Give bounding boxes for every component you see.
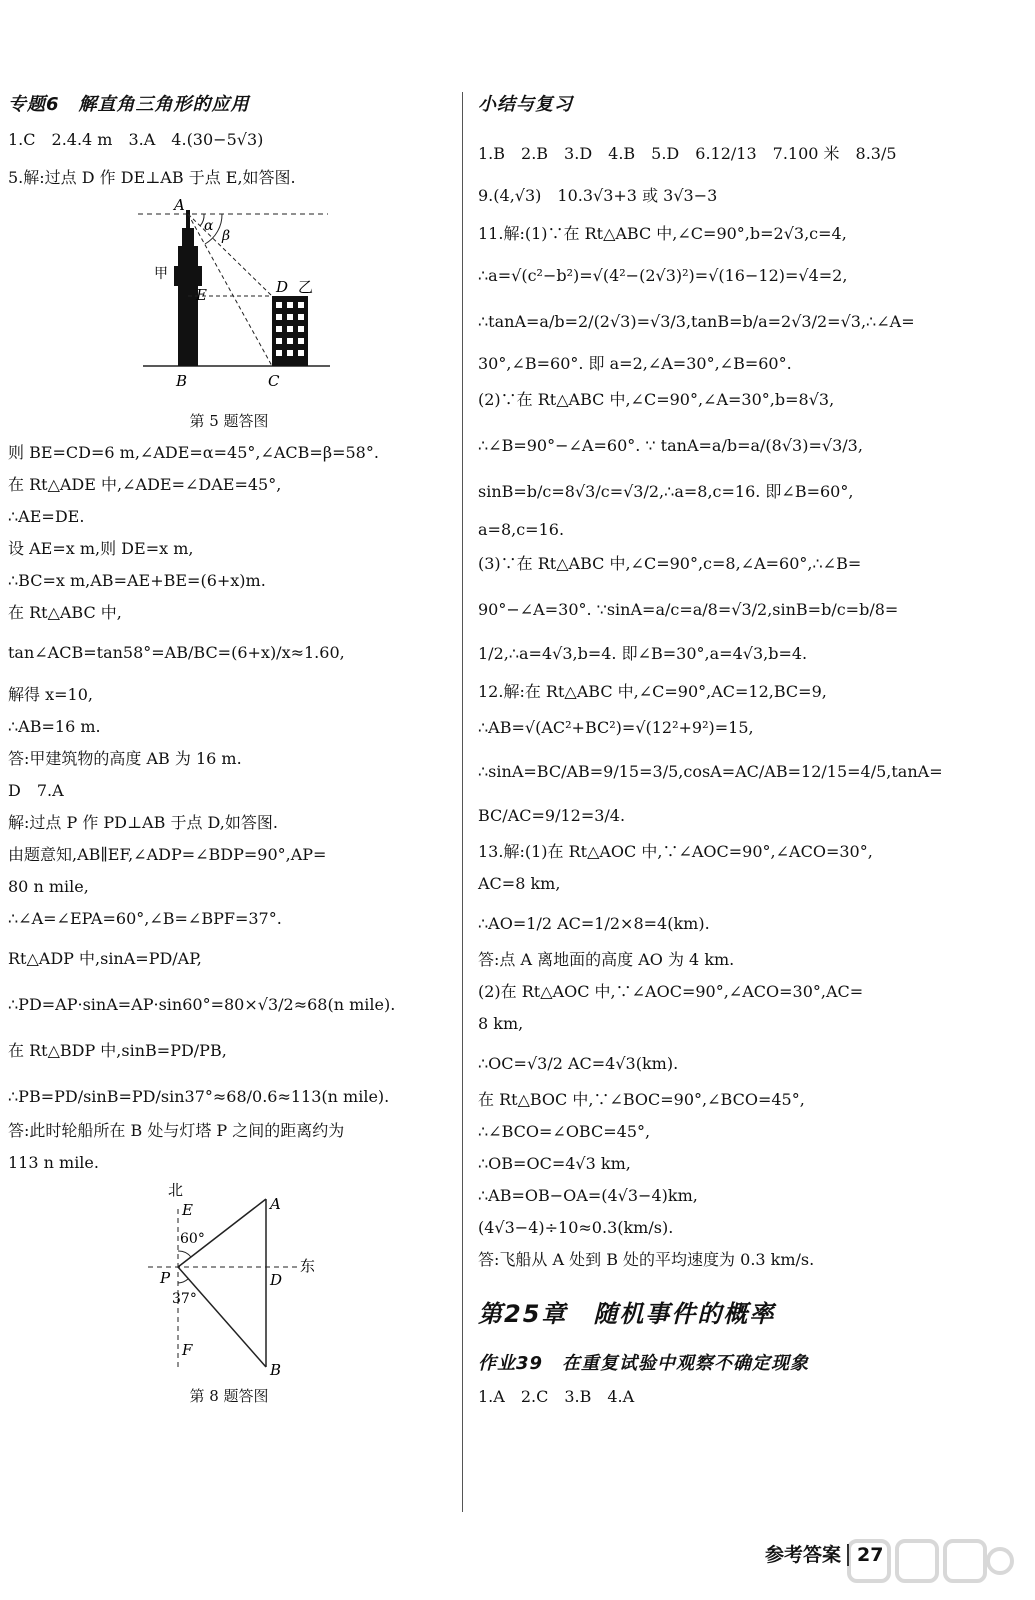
- answer-line: ∴OB=OC=4√3 km,: [478, 1154, 631, 1173]
- answer-line: 80 n mile,: [8, 877, 89, 896]
- fig5-label-yi: 乙: [298, 278, 314, 296]
- answer-line: 在 Rt△ABC 中,: [8, 603, 122, 622]
- answer-line: D 7.A: [8, 781, 64, 800]
- answer-line: 9.(4,√3) 10.3√3+3 或 3√3−3: [478, 186, 718, 205]
- fig8-label-p: P: [160, 1269, 171, 1287]
- fig8-label-b: B: [270, 1361, 282, 1379]
- answer-line: 13.解:(1)在 Rt△AOC 中,∵∠AOC=90°,∠ACO=30°,: [478, 842, 873, 861]
- answer-line: 设 AE=x m,则 DE=x m,: [8, 539, 194, 558]
- chapter-heading: 第25章 随机事件的概率: [478, 1300, 776, 1328]
- fig5-label-beta: β: [222, 228, 231, 244]
- answer-line: 则 BE=CD=6 m,∠ADE=α=45°,∠ACB=β=58°.: [8, 443, 379, 462]
- answer-line: AC=8 km,: [478, 874, 561, 893]
- answer-line: 答:此时轮船所在 B 处与灯塔 P 之间的距离约为: [8, 1121, 345, 1140]
- answer-line: 1/2,∴a=4√3,b=4. 即∠B=30°,a=4√3,b=4.: [478, 644, 808, 663]
- answer-line: 113 n mile.: [8, 1153, 99, 1172]
- fig8-label-east: 东: [300, 1257, 316, 1275]
- fig5-label-d: D: [276, 278, 289, 296]
- answer-line: ∴tanA=a/b=2/(2√3)=√3/3,tanB=b/a=2√3/2=√3,∴∠A=: [478, 312, 915, 331]
- answer-line: 由题意知,AB∥EF,∠ADP=∠BDP=90°,AP=: [8, 845, 327, 864]
- answer-line: Rt△ADP 中,sinA=PD/AP,: [8, 949, 202, 968]
- answer-line: 1.A 2.C 3.B 4.A: [478, 1387, 635, 1406]
- fig8-label-37: 37°: [172, 1291, 197, 1307]
- answer-line: BC/AC=9/12=3/4.: [478, 806, 626, 825]
- answer-line: 在 Rt△BOC 中,∵∠BOC=90°,∠BCO=45°,: [478, 1090, 805, 1109]
- answer-line: (2)在 Rt△AOC 中,∵∠AOC=90°,∠ACO=30°,AC=: [478, 982, 864, 1001]
- answer-line: ∴PB=PD/sinB=PD/sin37°≈68/0.6≈113(n mile).: [8, 1087, 390, 1106]
- answer-line: 答:点 A 离地面的高度 AO 为 4 km.: [478, 950, 735, 969]
- answer-line: 30°,∠B=60°. 即 a=2,∠A=30°,∠B=60°.: [478, 354, 792, 373]
- fig8-label-north: 北: [168, 1181, 184, 1199]
- footer-label: 参考答案: [765, 1544, 842, 1566]
- answer-line: ∴∠BCO=∠OBC=45°,: [478, 1122, 651, 1141]
- answer-line: ∴∠B=90°−∠A=60°. ∵ tanA=a/b=a/(8√3)=√3/3,: [478, 436, 863, 455]
- answer-line: 1.B 2.B 3.D 4.B 5.D 6.12/13 7.100 米 8.3/5: [478, 144, 897, 163]
- answer-line: (3)∵在 Rt△ABC 中,∠C=90°,c=8,∠A=60°,∴∠B=: [478, 554, 862, 573]
- answer-line: 1.C 2.4.4 m 3.A 4.(30−5√3): [8, 130, 264, 149]
- answer-line: 解:过点 P 作 PD⊥AB 于点 D,如答图.: [8, 813, 278, 832]
- fig5-label-jia: 甲: [154, 266, 168, 282]
- answer-line: (2)∵在 Rt△ABC 中,∠C=90°,∠A=30°,b=8√3,: [478, 390, 835, 409]
- fig8-label-e: E: [182, 1201, 193, 1219]
- answer-line: ∴OC=√3/2 AC=4√3(km).: [478, 1054, 679, 1073]
- fig5-label-b: B: [176, 372, 188, 390]
- answer-line: tan∠ACB=tan58°=AB/BC=(6+x)/x≈1.60,: [8, 643, 345, 662]
- fig5-label-a: A: [174, 196, 185, 214]
- figure-8-diagram: [8, 1179, 450, 1379]
- answer-line: sinB=b/c=8√3/c=√3/2,∴a=8,c=16. 即∠B=60°,: [478, 482, 854, 501]
- fig5-label-e: E: [196, 286, 207, 304]
- answer-line: (4√3−4)÷10≈0.3(km/s).: [478, 1218, 674, 1237]
- answer-line: 11.解:(1)∵在 Rt△ABC 中,∠C=90°,b=2√3,c=4,: [478, 224, 847, 243]
- watermark-logo-icon: [845, 1535, 1015, 1595]
- answer-line: ∴AE=DE.: [8, 507, 85, 526]
- answer-line: 在 Rt△ADE 中,∠ADE=∠DAE=45°,: [8, 475, 282, 494]
- answer-line: ∴sinA=BC/AB=9/15=3/5,cosA=AC/AB=12/15=4/5,tanA=: [478, 762, 943, 781]
- answer-line: ∴PD=AP·sinA=AP·sin60°=80×√3/2≈68(n mile).: [8, 995, 396, 1014]
- fig8-label-d: D: [270, 1271, 283, 1289]
- fig8-label-a: A: [270, 1195, 281, 1213]
- answer-line: 90°−∠A=30°. ∵sinA=a/c=a/8=√3/2,sinB=b/c=b/8=: [478, 600, 899, 619]
- left-column: [8, 84, 450, 1406]
- answer-line: 8 km,: [478, 1014, 524, 1033]
- answer-line: 答:甲建筑物的高度 AB 为 16 m.: [8, 749, 242, 768]
- fig8-label-f: F: [182, 1341, 193, 1359]
- answer-line: 答:飞船从 A 处到 B 处的平均速度为 0.3 km/s.: [478, 1250, 815, 1269]
- page-number: 27: [847, 1544, 883, 1566]
- answer-line: 5.解:过点 D 作 DE⊥AB 于点 E,如答图.: [8, 168, 296, 187]
- fig8-label-60: 60°: [180, 1231, 205, 1247]
- figure-8-caption: 第 8 题答图: [189, 1387, 269, 1405]
- figure-5-diagram: [8, 196, 450, 406]
- answer-line: a=8,c=16.: [478, 520, 565, 539]
- answer-line: 在 Rt△BDP 中,sinB=PD/PB,: [8, 1041, 227, 1060]
- right-column: [478, 84, 1018, 1407]
- section-heading-topic6: 专题6 解直角三角形的应用: [8, 94, 250, 115]
- fig5-label-alpha: α: [204, 218, 214, 234]
- answer-line: ∴AO=1/2 AC=1/2×8=4(km).: [478, 914, 710, 933]
- column-divider: [462, 92, 463, 1512]
- answer-line: ∴AB=√(AC²+BC²)=√(12²+9²)=15,: [478, 718, 754, 737]
- answer-line: ∴a=√(c²−b²)=√(4²−(2√3)²)=√(16−12)=√4=2,: [478, 266, 848, 285]
- fig5-label-c: C: [268, 372, 280, 390]
- answer-line: ∴∠A=∠EPA=60°,∠B=∠BPF=37°.: [8, 909, 282, 928]
- answer-line: ∴AB=16 m.: [8, 717, 101, 736]
- figure-5-caption: 第 5 题答图: [189, 412, 269, 430]
- answer-line: ∴BC=x m,AB=AE+BE=(6+x)m.: [8, 571, 266, 590]
- homework-heading: 作业39 在重复试验中观察不确定现象: [478, 1353, 810, 1374]
- answer-line: 12.解:在 Rt△ABC 中,∠C=90°,AC=12,BC=9,: [478, 682, 827, 701]
- answer-line: ∴AB=OB−OA=(4√3−4)km,: [478, 1186, 698, 1205]
- section-heading-summary: 小结与复习: [478, 94, 573, 115]
- answer-line: 解得 x=10,: [8, 685, 93, 704]
